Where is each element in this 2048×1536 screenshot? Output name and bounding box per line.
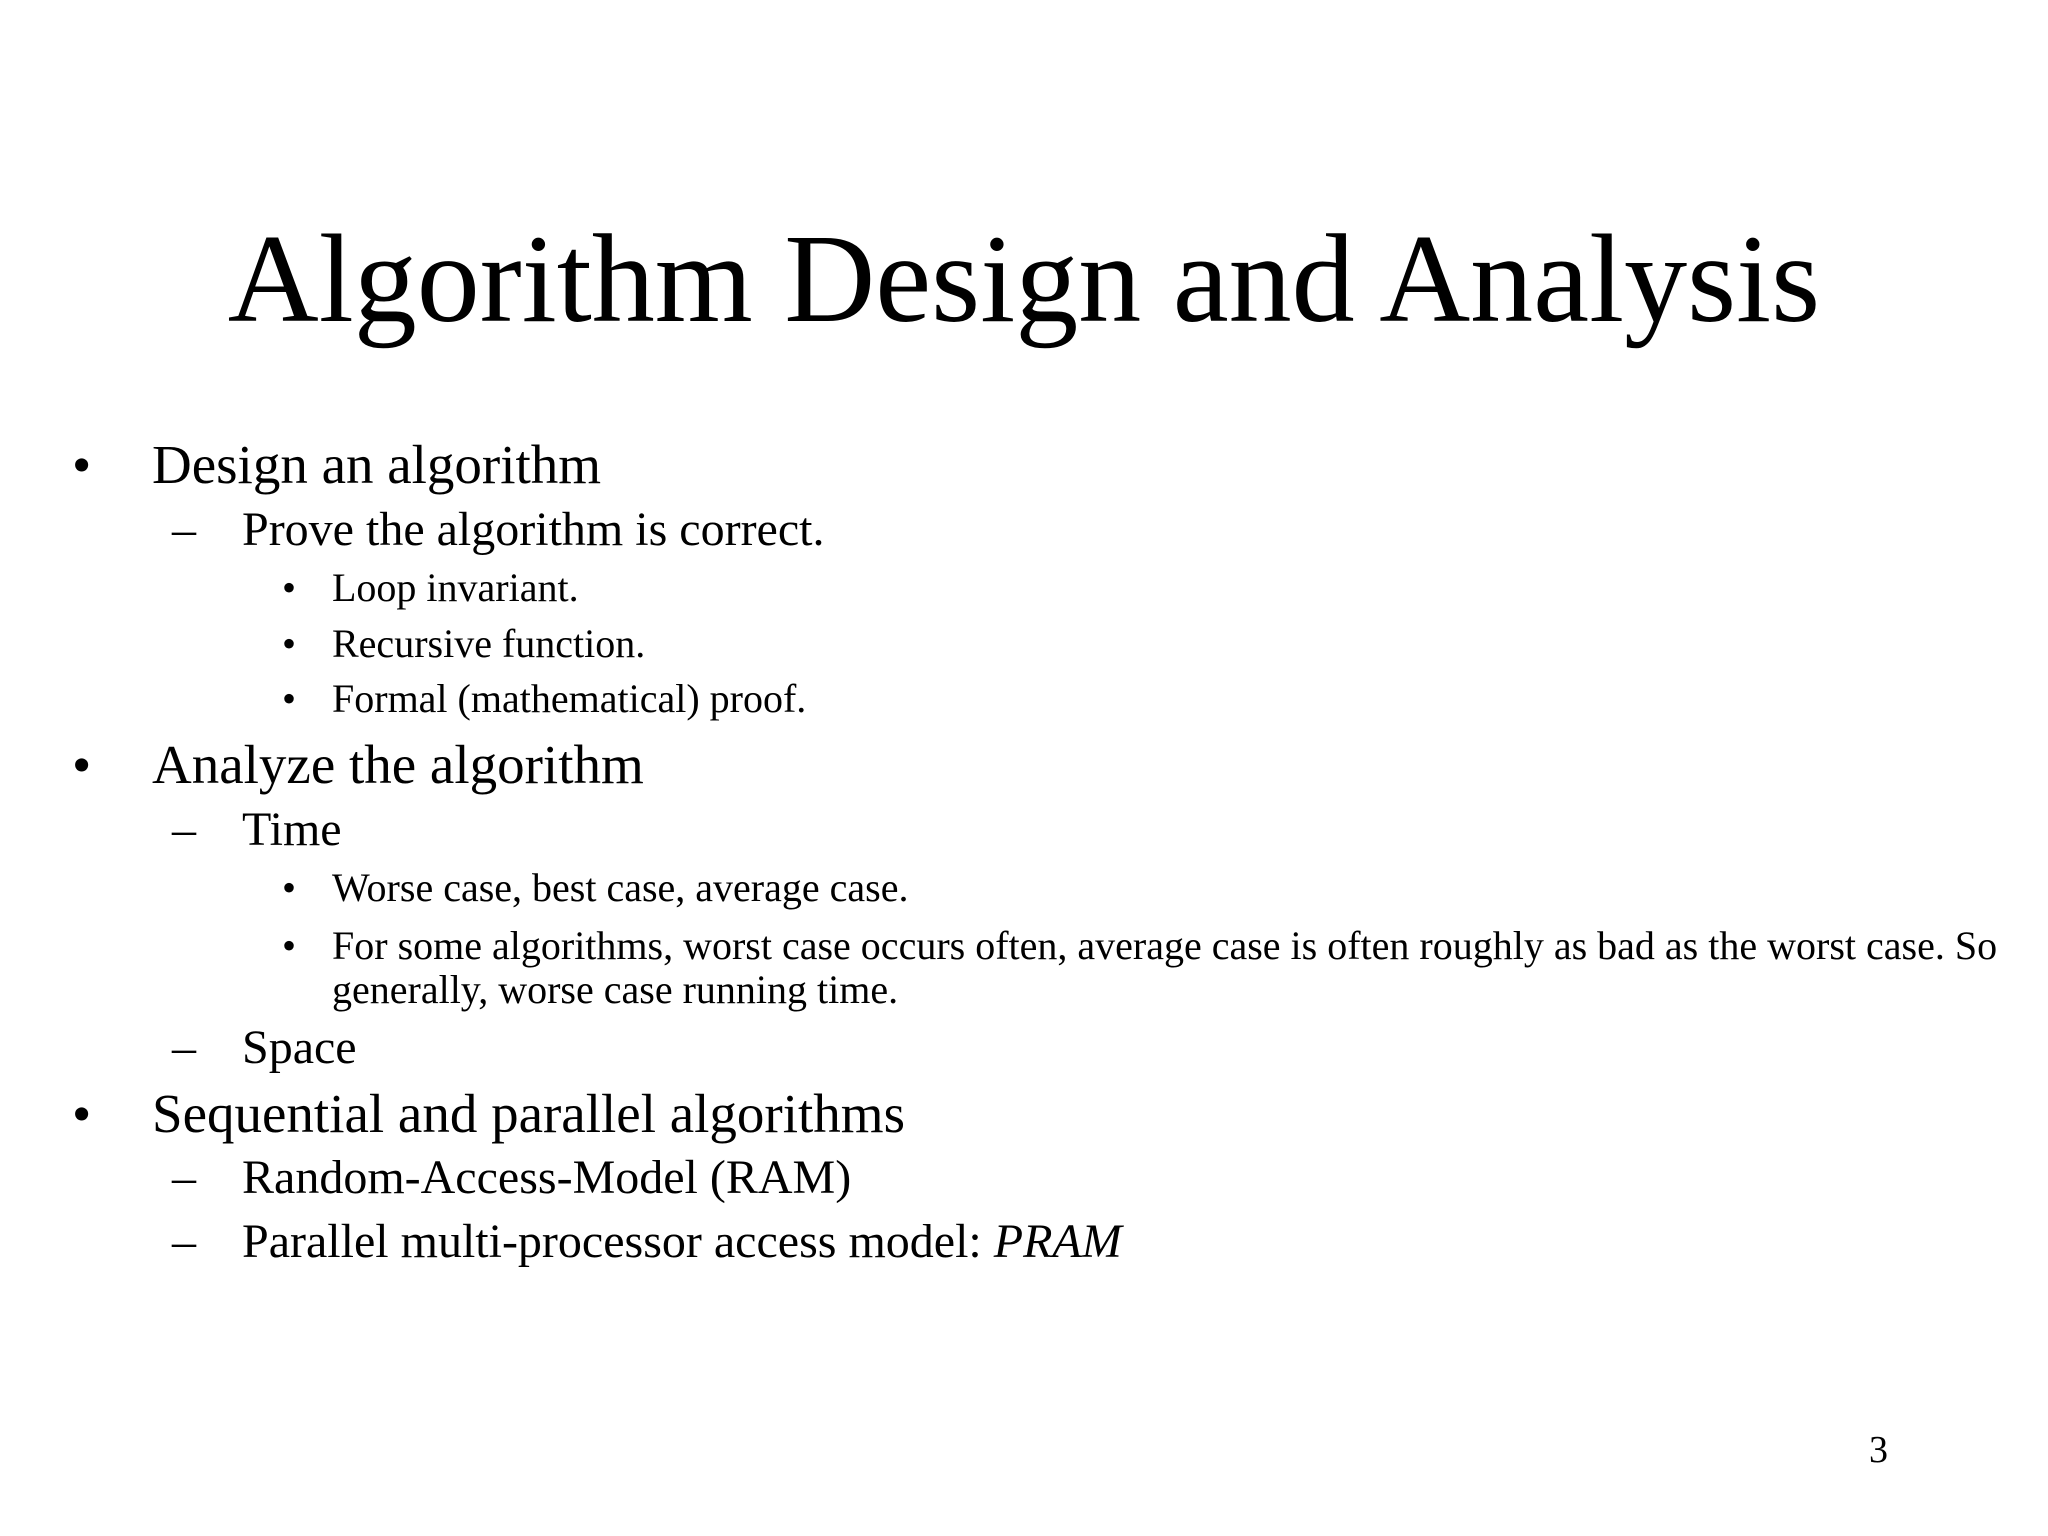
dash-marker: –	[172, 1151, 196, 1204]
slide-title: Algorithm Design and Analysis	[227, 210, 1821, 349]
sub-bullet-space: Space	[242, 1021, 357, 1074]
bullet-marker: •	[72, 434, 92, 495]
sub-sub-bullet-formal-proof: Formal (mathematical) proof.	[332, 676, 807, 721]
dash-marker: –	[172, 803, 196, 856]
sub-sub-bullet-worst-case-note: For some algorithms, worst case occurs often, average case is often roughly as bad as the worst case. So generally, worse case running time.	[332, 923, 1998, 1012]
sub-bullet-ram: Random-Access-Model (RAM)	[242, 1151, 852, 1204]
page-number: 3	[1869, 1429, 1888, 1471]
sub-sub-bullet-marker: •	[282, 621, 297, 666]
sub-sub-bullet-recursive-function: Recursive function.	[332, 621, 646, 666]
sub-sub-bullet-marker: •	[282, 923, 297, 968]
pram-label: Parallel multi-processor access model:	[242, 1215, 994, 1268]
sub-sub-bullet-marker: •	[282, 676, 297, 721]
dash-marker: –	[172, 503, 196, 556]
sub-sub-bullet-marker: •	[282, 565, 297, 610]
bullet-design: Design an algorithm	[152, 434, 602, 495]
dash-marker: –	[172, 1021, 196, 1074]
bullet-analyze: Analyze the algorithm	[152, 734, 644, 795]
sub-bullet-time: Time	[242, 803, 342, 856]
bullet-sequential-parallel: Sequential and parallel algorithms	[152, 1083, 905, 1144]
dash-marker: –	[172, 1215, 196, 1268]
sub-sub-bullet-marker: •	[282, 865, 297, 910]
sub-bullet-pram	[242, 1214, 1122, 1270]
bullet-marker: •	[72, 734, 92, 795]
sub-bullet-prove: Prove the algorithm is correct.	[242, 503, 825, 556]
sub-sub-bullet-loop-invariant: Loop invariant.	[332, 565, 579, 610]
sub-sub-bullet-cases: Worse case, best case, average case.	[332, 865, 909, 910]
pram-emphasis: PRAM	[993, 1215, 1122, 1268]
bullet-marker: •	[72, 1083, 92, 1144]
